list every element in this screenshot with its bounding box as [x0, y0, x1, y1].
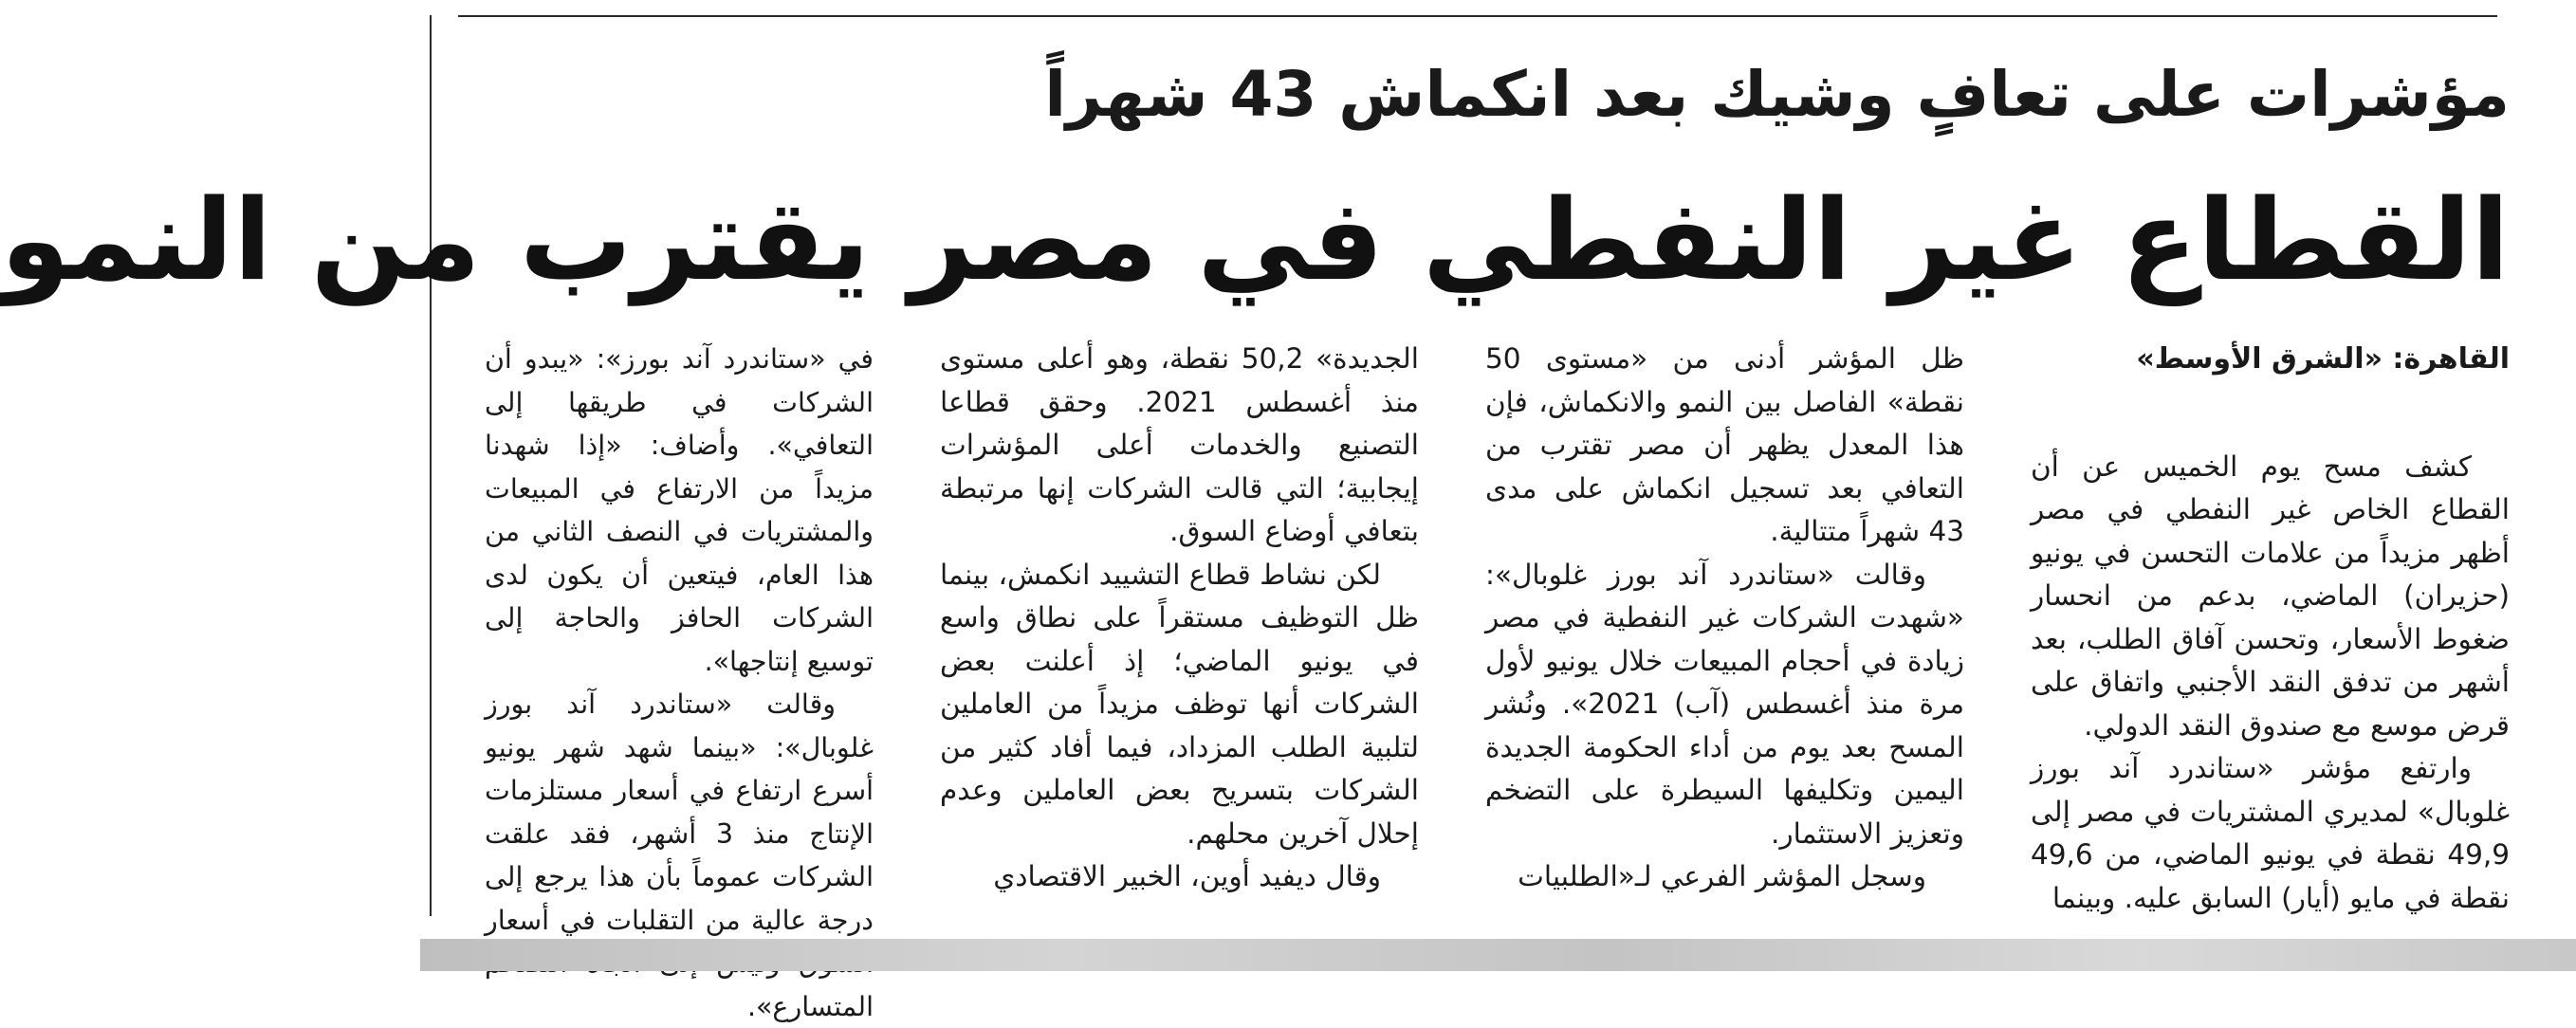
article-column-2	[1485, 338, 1964, 930]
article-kicker: مؤشرات على تعافٍ وشيك بعد انكماش 43 شهراً	[1044, 58, 2510, 131]
left-column-rule	[430, 15, 432, 916]
paragraph: لكن نشاط قطاع التشييد انكمش، بينما ظل التوظيف مستقراً على نطاق واسع في يونيو الماضي؛ إذ أعلنت بعض الشركات أنها توظف مزيداً من العاملين لتلبية الطلب المزداد، فيما أفاد كثير من الشركات بتسريح بعض العاملين وعدم إحلال آخرين محلهم.	[940, 558, 1419, 850]
page-bottom-band	[420, 939, 2576, 971]
paragraph: الجديدة» 50,2 نقطة، وهو أعلى مستوى منذ أغسطس 2021. وحقق قطاعا التصنيع والخدمات أعلى المؤشرات إيجابية؛ التي قالت الشركات إنها مرتبطة بتعافي أوضاع السوق.	[940, 342, 1419, 547]
paragraph: وقالت «ستاندرد آند بورز غلوبال»: «شهدت الشركات غير النفطية في مصر زيادة في أحجام المبيعات خلال يونيو لأول مرة منذ أغسطس (آب) 2021». ونُشر المسح بعد يوم من أداء الحكومة الجديدة اليمين وتكليفها السيطرة على التضخم وتعزيز الاستثمار.	[1485, 558, 1964, 850]
article-column-1	[2031, 338, 2510, 930]
top-rule	[458, 15, 2497, 17]
paragraph: ظل المؤشر أدنى من «مستوى 50 نقطة» الفاصل بين النمو والانكماش، فإن هذا المعدل يظهر أن مصر تقترب من التعافي بعد تسجيل انكماش على مدى 43 شهراً متتالية.	[1485, 342, 1964, 547]
article-headline: القطاع غير النفطي في مصر يقترب من النمو	[0, 174, 2510, 305]
article-column-4	[485, 338, 874, 1022]
paragraph: وقالت «ستاندرد آند بورز غلوبال»: «بينما شهد شهر يونيو أسرع ارتفاع في أسعار مستلزمات الإنتاج منذ 3 أشهر، فقد علقت الشركات عموماً بأن هذا يرجع إلى درجة عالية من التقلبات في أسعار المتسارع».	[485, 688, 874, 1022]
paragraph: وقال ديفيد أوين، الخبير الاقتصادي	[993, 860, 1381, 892]
paragraph: وارتفع مؤشر «ستاندرد آند بورز غلوبال» لمديري المشتريات في مصر إلى 49,9 نقطة في يونيو الماضي، من 49,6 نقطة في مايو (أيار) السابق عليه. وبينما	[2031, 752, 2510, 914]
article-byline: القاهرة: «الشرق الأوسط»	[2136, 342, 2510, 376]
paragraph: وسجل المؤشر الفرعي لـ«الطلبيات	[1518, 860, 1926, 892]
article-column-3	[940, 338, 1419, 930]
paragraph: في «ستاندرد آند بورز»: «يبدو أن الشركات في طريقها إلى التعافي». وأضاف: «إذا شهدنا مزيداً من الارتفاع في المبيعات والمشتريات في النصف الثاني من هذا العام، فيتعين أن يكون لدى الشركات الحافز والحاجة إلى توسيع إنتاجها».	[485, 343, 874, 677]
paragraph: كشف مسح يوم الخميس عن أن القطاع الخاص غير النفطي في مصر أظهر مزيداً من علامات التحسن في يونيو (حزيران) الماضي، بدعم من انحسار ضغوط الأسعار، وتحسن آفاق الطلب، بعد أشهر من تدفق النقد الأجنبي واتفاق على قرض موسع مع صندوق النقد الدولي.	[2031, 450, 2510, 742]
